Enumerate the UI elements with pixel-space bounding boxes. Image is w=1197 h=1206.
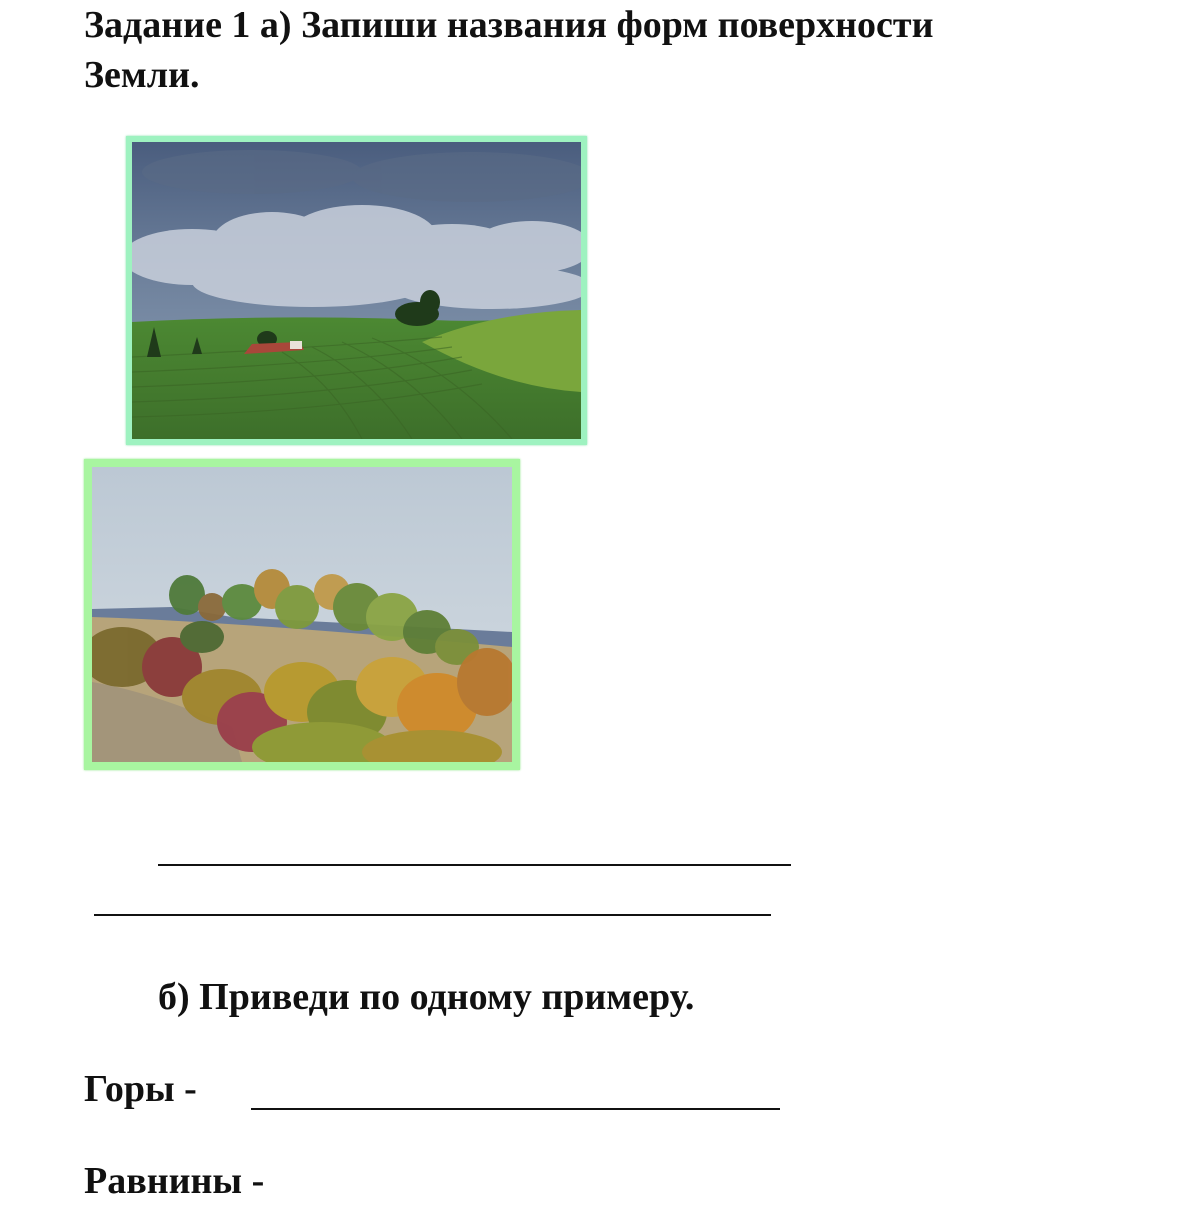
task-title — [84, 0, 1084, 100]
plain-landscape-photo — [126, 136, 587, 445]
mountains-answer-line[interactable] — [251, 1108, 780, 1110]
hills-landscape-photo — [84, 459, 520, 770]
mountains-label: Горы - — [84, 1068, 197, 1110]
subtask-heading: б) Приведи по одному примеру. — [158, 976, 695, 1018]
answer-line-2[interactable] — [94, 914, 771, 916]
plain-landscape-image — [132, 142, 581, 439]
task-title-line-1: Задание 1 а) Запиши названия форм поверхности — [84, 4, 934, 46]
task-title-line-2: Земли. — [84, 54, 200, 96]
plains-label: Равнины - — [84, 1160, 265, 1202]
hills-landscape-image — [92, 467, 512, 762]
answer-line-1[interactable] — [158, 864, 791, 866]
